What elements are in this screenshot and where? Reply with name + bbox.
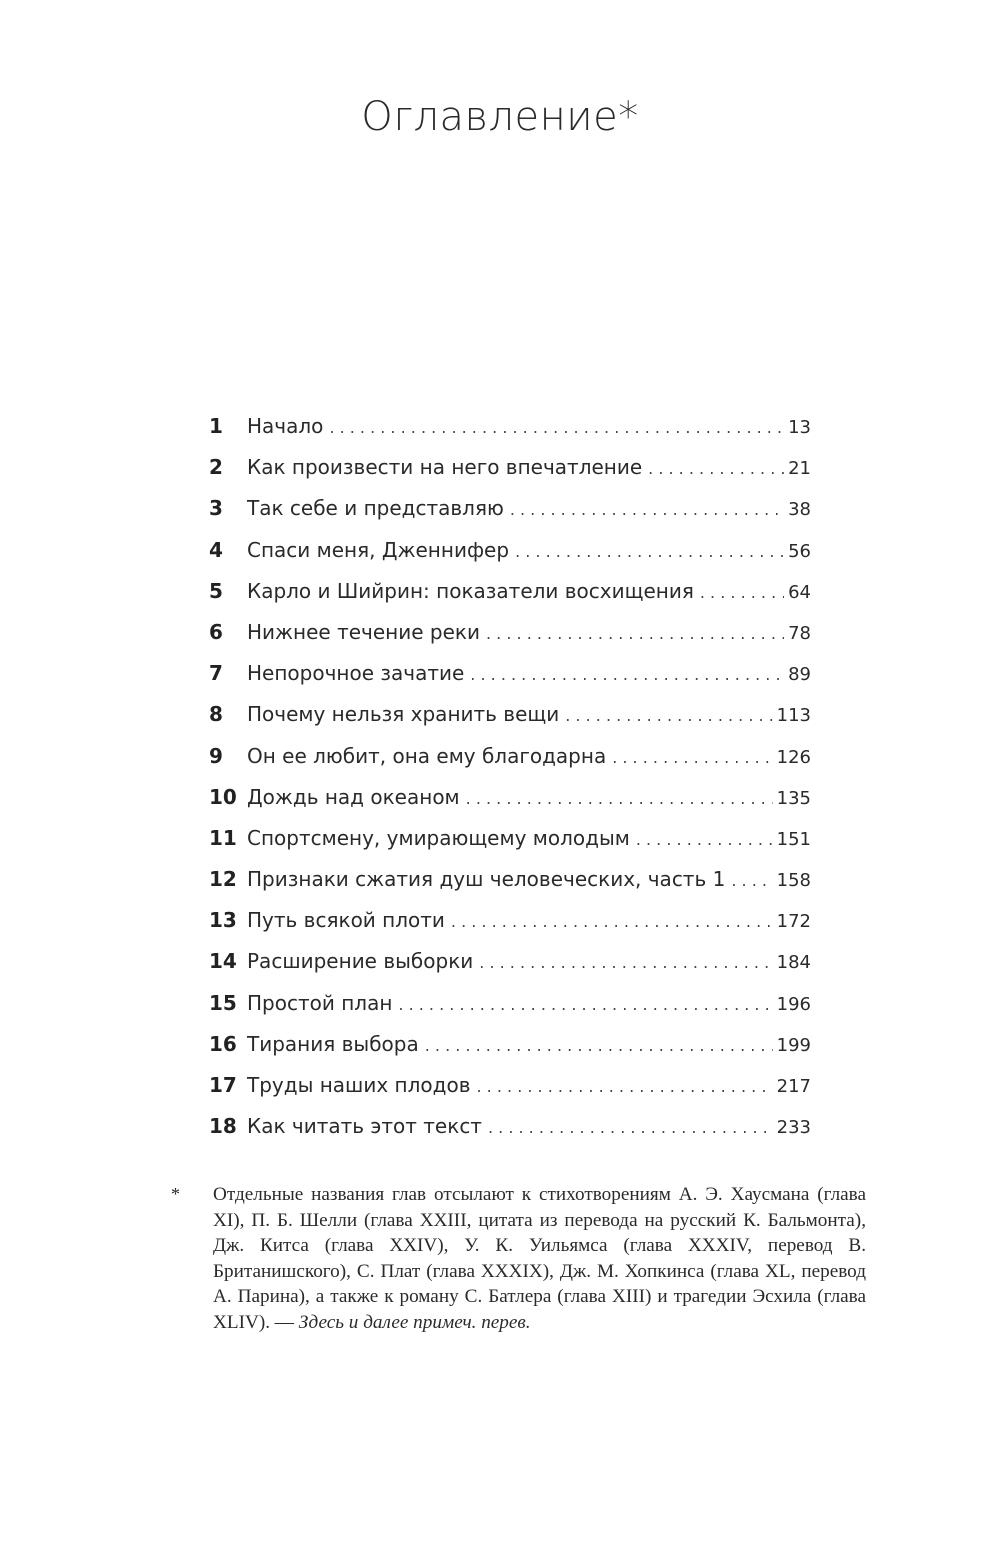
- toc-dot-leader: [565, 706, 772, 725]
- toc-chapter-title: Труды наших плодов: [247, 1073, 471, 1097]
- toc-page-number: 217: [776, 1076, 811, 1097]
- toc-chapter-title: Дождь над океаном: [247, 784, 460, 809]
- toc-chapter-number: 15: [209, 990, 237, 1015]
- table-of-contents: [209, 414, 811, 1155]
- toc-entry: [209, 991, 811, 1032]
- footnote-text: [213, 1182, 866, 1336]
- toc-entry: [209, 1073, 811, 1114]
- toc-chapter-title: Спортсмену, умирающему молодым: [247, 825, 630, 850]
- toc-chapter-title: Непорочное зачатие: [247, 661, 465, 686]
- toc-dot-leader: [636, 830, 773, 849]
- toc-chapter-number: 13: [209, 908, 237, 933]
- toc-page-number: 233: [776, 1117, 811, 1139]
- toc-entry: [209, 496, 811, 537]
- toc-dot-leader: [479, 953, 772, 972]
- toc-chapter-number: 4: [209, 537, 223, 562]
- toc-page-number: 56: [788, 540, 811, 562]
- toc-chapter-number: 5: [209, 578, 223, 603]
- toc-page-number: 172: [776, 911, 811, 933]
- toc-chapter-title: Как произвести на него впечатление: [247, 455, 643, 480]
- toc-page-number: 89: [788, 664, 811, 686]
- toc-page-number: 158: [776, 870, 811, 892]
- toc-chapter-number: 11: [209, 825, 237, 850]
- toc-dot-leader: [700, 583, 784, 602]
- toc-chapter-title: Карло и Шийрин: показатели восхищения: [247, 578, 694, 603]
- toc-chapter-number: 7: [209, 661, 223, 686]
- toc-dot-leader: [515, 542, 784, 561]
- toc-chapter-title: Почему нельзя хранить вещи: [247, 702, 560, 727]
- toc-page-number: 13: [788, 417, 811, 438]
- toc-chapter-number: 17: [209, 1073, 237, 1097]
- toc-entry: [209, 579, 811, 620]
- toc-chapter-title: Начало: [247, 414, 324, 438]
- toc-chapter-number: 12: [209, 867, 237, 892]
- footnote: [171, 1182, 866, 1336]
- toc-page-number: 135: [776, 787, 811, 809]
- toc-entry: [209, 949, 811, 990]
- toc-dot-leader: [731, 871, 772, 890]
- toc-entry: [209, 538, 811, 579]
- toc-dot-leader: [477, 1077, 773, 1096]
- toc-chapter-title: Он ее любит, она ему благодарна: [247, 743, 607, 768]
- toc-dot-leader: [488, 1118, 773, 1137]
- toc-chapter-number: 8: [209, 702, 223, 727]
- toc-chapter-number: 10: [209, 784, 237, 809]
- toc-entry: [209, 826, 811, 867]
- toc-entry: [209, 1032, 811, 1073]
- toc-page-number: 184: [776, 952, 811, 974]
- toc-page-number: 21: [788, 458, 811, 480]
- toc-entry: [209, 702, 811, 743]
- toc-entry: [209, 785, 811, 826]
- toc-dot-leader: [470, 665, 784, 684]
- toc-page-number: 64: [788, 581, 811, 603]
- toc-dot-leader: [451, 912, 773, 931]
- toc-entry: [209, 620, 811, 661]
- toc-chapter-title: Путь всякой плоти: [247, 908, 445, 933]
- toc-page-number: 78: [788, 622, 811, 644]
- toc-chapter-title: Признаки сжатия душ человеческих, часть 1: [247, 867, 726, 892]
- toc-page-number: 151: [776, 828, 811, 850]
- toc-dot-leader: [510, 500, 784, 519]
- toc-entry: [209, 744, 811, 785]
- toc-dot-leader: [486, 624, 784, 643]
- toc-dot-leader: [648, 459, 784, 478]
- page-title: Оглавление*: [361, 94, 639, 140]
- toc-chapter-title: Простой план: [247, 990, 393, 1015]
- toc-chapter-number: 1: [209, 414, 223, 438]
- toc-entry: [209, 455, 811, 496]
- toc-chapter-title: Расширение выборки: [247, 949, 474, 974]
- toc-page-number: 196: [776, 993, 811, 1015]
- toc-entry: [209, 661, 811, 702]
- toc-chapter-title: Тирания выбора: [247, 1031, 419, 1056]
- toc-dot-leader: [398, 995, 772, 1014]
- toc-chapter-number: 16: [209, 1031, 237, 1056]
- toc-chapter-title: Спаси меня, Дженнифер: [247, 537, 510, 562]
- toc-chapter-number: 6: [209, 619, 223, 644]
- footnote-mark: *: [171, 1184, 180, 1204]
- toc-entry: [209, 1114, 811, 1155]
- toc-chapter-number: 18: [209, 1114, 237, 1139]
- toc-page-number: 199: [776, 1034, 811, 1056]
- toc-chapter-number: 14: [209, 949, 237, 974]
- toc-dot-leader: [466, 789, 773, 808]
- footnote-body: Отдельные названия глав отсылают к стихотворениям А. Э. Хаусмана (глава XI), П. Б. Шелли (глава XXIII, цитата из перевода на русский К. Бальмонта), Дж. Китса (глава XXIV), У. К. Уильямса (глава XXXIV, перевод В. Британишского), С. Плат (глава XXXIX), Дж. М. Хопкинса (глава XL, перевод А. Парина), а также к роману С. Батлера (глава XIII) и трагедии Эсхила (глава XLIV). —: [213, 1184, 866, 1333]
- toc-chapter-number: 2: [209, 455, 223, 480]
- toc-dot-leader: [329, 418, 784, 437]
- toc-dot-leader: [612, 748, 772, 767]
- toc-page-number: 113: [776, 705, 811, 727]
- toc-chapter-number: 3: [209, 496, 223, 521]
- toc-entry: [209, 414, 811, 455]
- toc-entry: [209, 908, 811, 949]
- toc-chapter-title: Нижнее течение реки: [247, 619, 480, 644]
- toc-chapter-title: Как читать этот текст: [247, 1114, 482, 1139]
- toc-page-number: 126: [776, 746, 811, 768]
- toc-entry: [209, 867, 811, 908]
- toc-chapter-title: Так себе и представляю: [247, 496, 504, 521]
- footnote-translator-note: Здесь и далее примеч. перев.: [298, 1311, 531, 1333]
- toc-page-number: 38: [788, 499, 811, 521]
- toc-dot-leader: [425, 1036, 773, 1055]
- toc-chapter-number: 9: [209, 743, 223, 768]
